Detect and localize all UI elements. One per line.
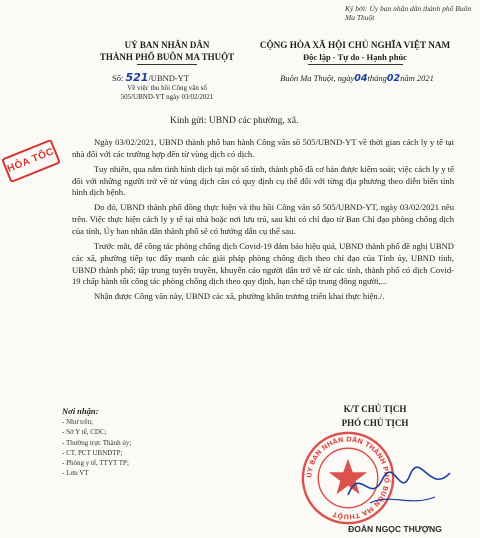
svg-text:ỦY BAN NHÂN DÂN THÀNH PHỐ BUÔN: ỦY BAN NHÂN DÂN THÀNH PHỐ BUÔN MA THUỘT	[305, 435, 391, 521]
subject-line-1: Về việc thu hồi Công văn số	[127, 84, 207, 92]
document-number	[112, 71, 189, 84]
doc-number-suffix: /UBND-YT	[148, 73, 190, 83]
body-paragraph-5: Nhận được Công văn này, UBND các xã, phường khẩn trương triển khai thực hiện./.	[94, 291, 385, 302]
date-day-handwritten: 04	[354, 73, 368, 84]
nation-motto: Độc lập - Tự do - Hạnh phúc	[303, 51, 407, 62]
body-paragraph-2: Tuy nhiên, qua nắm tình hình dịch tại một số tỉnh, thành phố đã cơ bản được kiểm soát; việc cách ly y tế đối với những người trở về từ vùng dịch cần có quy định cụ thể đối với từng địa phương theo diễn biến tình hình dịch bệnh.	[72, 163, 454, 198]
signature-line-1: K/T CHỦ TỊCH	[343, 404, 407, 414]
body-paragraph-3: Do đó, UBND thành phố đồng thực hiện và thu hồi Công văn số 505/UBND-YT, ngày 03/02/2021 nêu trên. Việc thực hiện cách ly y tế tại nhà hoặc nơi lưu trú, sau khi có chỉ đạo từ Ban Chỉ đạo phòng chống dịch của tỉnh, Ủy ban nhân dân thành phố sẽ có hướng dẫn cụ thể sau.	[72, 202, 454, 237]
org-line-1: UỶ BAN NHÂN DÂN	[124, 40, 210, 50]
body-paragraph-4: Trước mắt, để công tác phòng chống dịch Covid-19 đảm bảo hiệu quả, UBND thành phố đề nghị UBND các xã, phường tiếp tục đẩy mạnh các giải pháp phòng chống dịch theo chỉ đạo của Tỉnh ủy, UBND tỉnh, UBND thành phố; tập trung tuyên truyền, khuyến cáo người dân trở về từ các tỉnh, thành phố có dịch Covid-19 chấp hành tốt công tác phòng chống dịch theo quy định, hạn chế tập trung đông người,...	[72, 240, 454, 287]
signer-name: ĐOÀN NGỌC THƯỢNG	[348, 524, 442, 534]
motto-underline	[308, 64, 403, 65]
date-mid: tháng	[367, 73, 387, 83]
issuing-organization	[92, 40, 242, 65]
signature-title	[300, 403, 450, 430]
recipient-item: - Phòng y tế, TTYT TP;	[62, 458, 129, 467]
date-suffix: năm 2021	[400, 73, 434, 83]
recipient-item: - Như trên;	[62, 418, 94, 427]
recipient-item: - Thường trực Thành ủy;	[62, 438, 132, 447]
body-paragraph-1: Ngày 03/02/2021, UBND thành phố ban hành Công văn số 505/UBND-YT về thời gian cách ly y tế tại nhà đối với các trường hợp đến từ vùng dịch có dịch.	[72, 137, 454, 159]
date-prefix: Buôn Ma Thuột, ngày	[280, 73, 355, 83]
signature-line-2: PHÓ CHỦ TỊCH	[341, 417, 409, 428]
addressee: Kính gửi: UBND các phường, xã.	[170, 116, 299, 126]
issue-date	[252, 73, 462, 84]
document-subject	[92, 84, 242, 102]
doc-number-handwritten: 521	[125, 71, 149, 84]
org-line-2: THÀNH PHỐ BUÔN MA THUỘT	[99, 51, 235, 62]
recipient-item: - Lưu VT	[62, 469, 89, 478]
org-underline	[137, 64, 197, 65]
nation-name: CỘNG HÒA XÃ HỘI CHỦ NGHĨA VIỆT NAM	[259, 40, 451, 50]
date-month-handwritten: 02	[386, 73, 401, 84]
national-header	[245, 40, 465, 65]
document-body	[72, 137, 454, 306]
recipients-block	[62, 405, 172, 478]
doc-number-prefix: Số:	[112, 73, 124, 83]
recipients-title: Nơi nhận:	[62, 406, 99, 416]
subject-line-2: 505/UBND-YT ngày 03/02/2021	[120, 92, 214, 101]
handwritten-signature-icon	[340, 455, 460, 515]
urgent-stamp: HỎA TỐC	[1, 139, 61, 183]
recipient-item: - Sở Y tế, CDC;	[62, 428, 107, 437]
recipient-item: - CT, PCT UBNDTP;	[62, 448, 123, 457]
digital-signature-note: Ký bởi: Ủy ban nhân dân thành phố Buôn Ma Thuột	[345, 4, 472, 23]
